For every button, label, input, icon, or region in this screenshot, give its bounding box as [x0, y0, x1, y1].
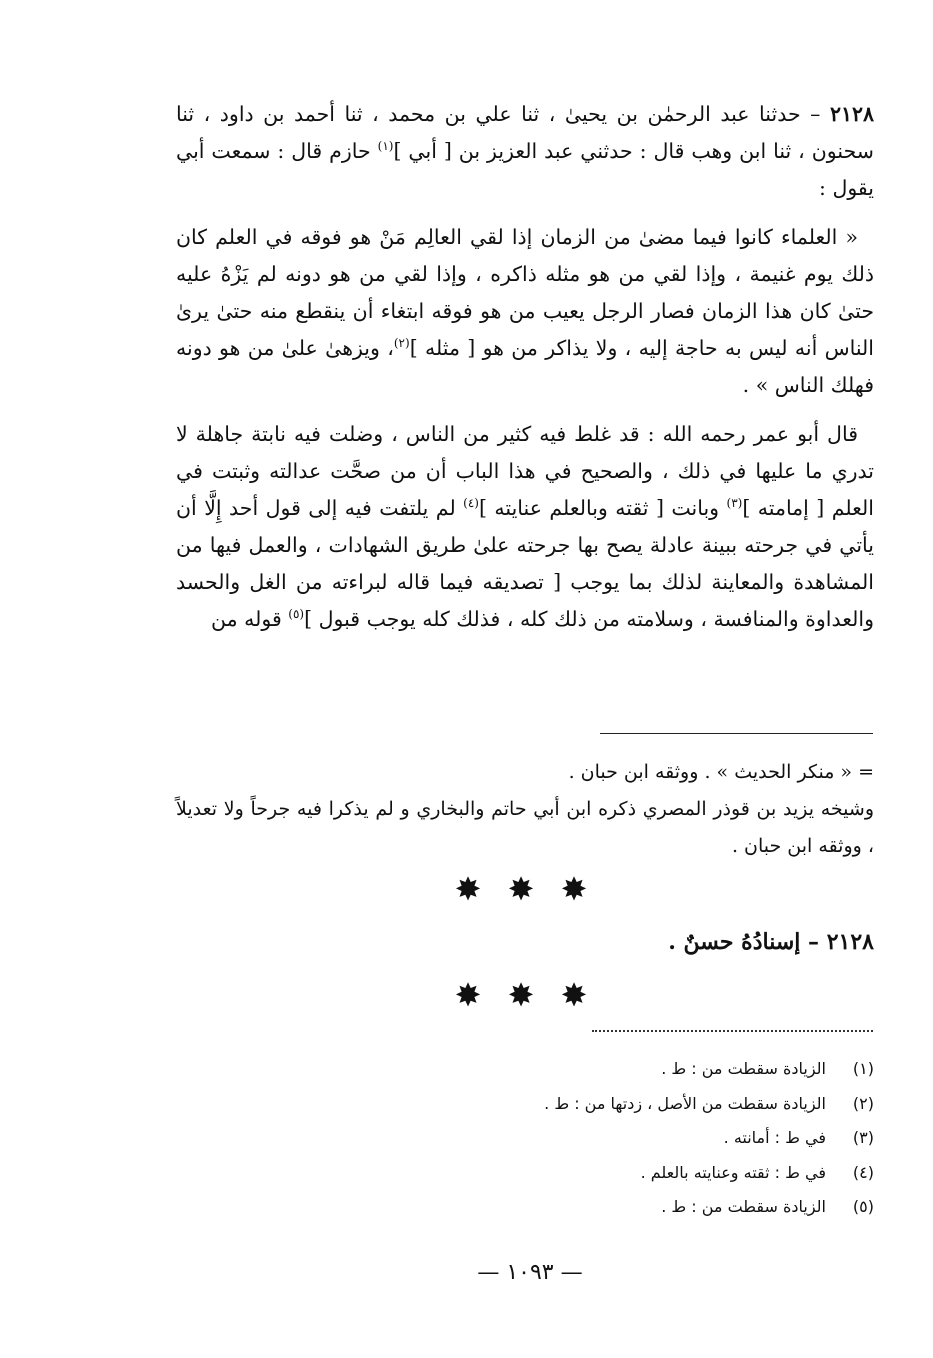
isnad-text: – حدثنا عبد الرحمٰن بن يحيىٰ ، ثنا علي بن محمد ، ثنا أحمد بن داود ، ثنا سحنون ، ثنا ابن وهب قال : حدثني عبد العزيز بن [ أبي ]: [176, 102, 874, 163]
commentary-text-b: وبانت [ ثقته وبالعلم عنايته ]: [478, 496, 727, 520]
footnote-number: (٣): [852, 1128, 874, 1147]
footnote-item: [176, 1190, 874, 1225]
footnote-number: (٥): [852, 1197, 874, 1216]
continued-note: [176, 754, 874, 865]
takhrij-heading: [176, 924, 874, 960]
footnote-text: الزيادة سقطت من : ط .: [661, 1197, 826, 1216]
continued-note-line-1: = « منكر الحديث » . ووثقه ابن حبان .: [568, 761, 874, 783]
page-number: — ١٠٩٣ —: [477, 1260, 583, 1285]
takhrij-number: ٢١٢٨: [826, 929, 874, 955]
hadith-chain-paragraph: [176, 96, 874, 207]
footnote-item: [176, 1052, 874, 1087]
footnote-text: الزيادة سقطت من : ط .: [661, 1059, 826, 1078]
footnote-text: في ط : أمانته .: [723, 1128, 826, 1147]
footnote-number: (٤): [852, 1162, 874, 1182]
hadith-matn-paragraph: [176, 219, 874, 404]
footnote-text: في ط : ثقته وعنايته بالعلم .: [640, 1162, 826, 1182]
footnote-number: (٢): [852, 1093, 874, 1113]
takhrij-text: – إسنادُهُ حسنٌ .: [668, 929, 820, 955]
matn-text: « العلماء كانوا فيما مضىٰ من الزمان إذا لقي العالِم مَنْ هو فوقه في العلم كان ذلك يوم غنيمة ، وإذا لقي من هو مثله ذاكره ، وإذا لقي من هو دونه لم يَزْهُ عليه حتىٰ كان هذا الزمان فصار الرجل يعيب من هو فوقه ابتغاء أن ينقطع منه حتىٰ يرىٰ الناس أنه ليس به حاجة إليه ، ولا يذاكر من هو [ مثله ]: [176, 225, 874, 360]
footnote-divider: [592, 1030, 873, 1032]
footnote-text: الزيادة سقطت من الأصل ، زدتها من : ط .: [544, 1093, 826, 1113]
footnotes: [176, 1052, 874, 1225]
footnote-ref-5: (٥): [288, 607, 305, 622]
footnote-ref-1: (١): [377, 139, 394, 154]
footnote-item: [176, 1156, 874, 1191]
section-divider: [600, 733, 873, 734]
footnote-ref-4: (٤): [463, 496, 479, 511]
footnote-item: [176, 1087, 874, 1122]
star-separator-top: ✸ ✸ ✸: [454, 870, 596, 908]
matn-text-end: ، ويزهىٰ علىٰ من هو دونه فهلك الناس » .: [176, 336, 874, 397]
star-separator-bottom: ✸ ✸ ✸: [454, 976, 596, 1014]
footnote-ref-2: (٢): [393, 336, 410, 351]
isnad-text-end: حازم قال : سمعت أبي يقول :: [176, 139, 874, 200]
commentary-text-d: قوله من: [211, 607, 289, 631]
footnote-item: [176, 1121, 874, 1156]
footnote-ref-3: (٣): [726, 496, 743, 511]
continued-note-line-2: وشيخه يزيد بن قوذر المصري ذكره ابن أبي حاتم والبخاري و لم يذكرا فيه جرحاً ولا تعديلاً ، ووثقه ابن حبان .: [176, 798, 874, 857]
footnote-number: (١): [852, 1059, 874, 1078]
commentary-paragraph: [176, 416, 874, 638]
commentary-text-a: قال أبو عمر رحمه الله : قد غلط فيه كثير من الناس ، وضلت فيه نابتة جاهلة لا تدري ما عليها في ذلك ، والصحيح في هذا الباب أن من صحَّت عدالته وثبتت في العلم [ إمامته ]: [176, 422, 874, 520]
commentary-text-c: لم يلتفت فيه إلى قول أحد إِلَّا أن يأتي في جرحته ببينة عادلة يصح بها جرحته علىٰ طريق الشهادات ، والعمل فيها من المشاهدة والمعاينة لذلك بما يوجب [ تصديقه فيما قاله لبراءته من الغل والحسد والعداوة والمنافسة ، وسلامته من ذلك كله ، فذلك كله يوجب قبول ]: [176, 496, 875, 631]
main-text: [176, 96, 874, 638]
hadith-number: ٢١٢٨: [829, 102, 874, 126]
